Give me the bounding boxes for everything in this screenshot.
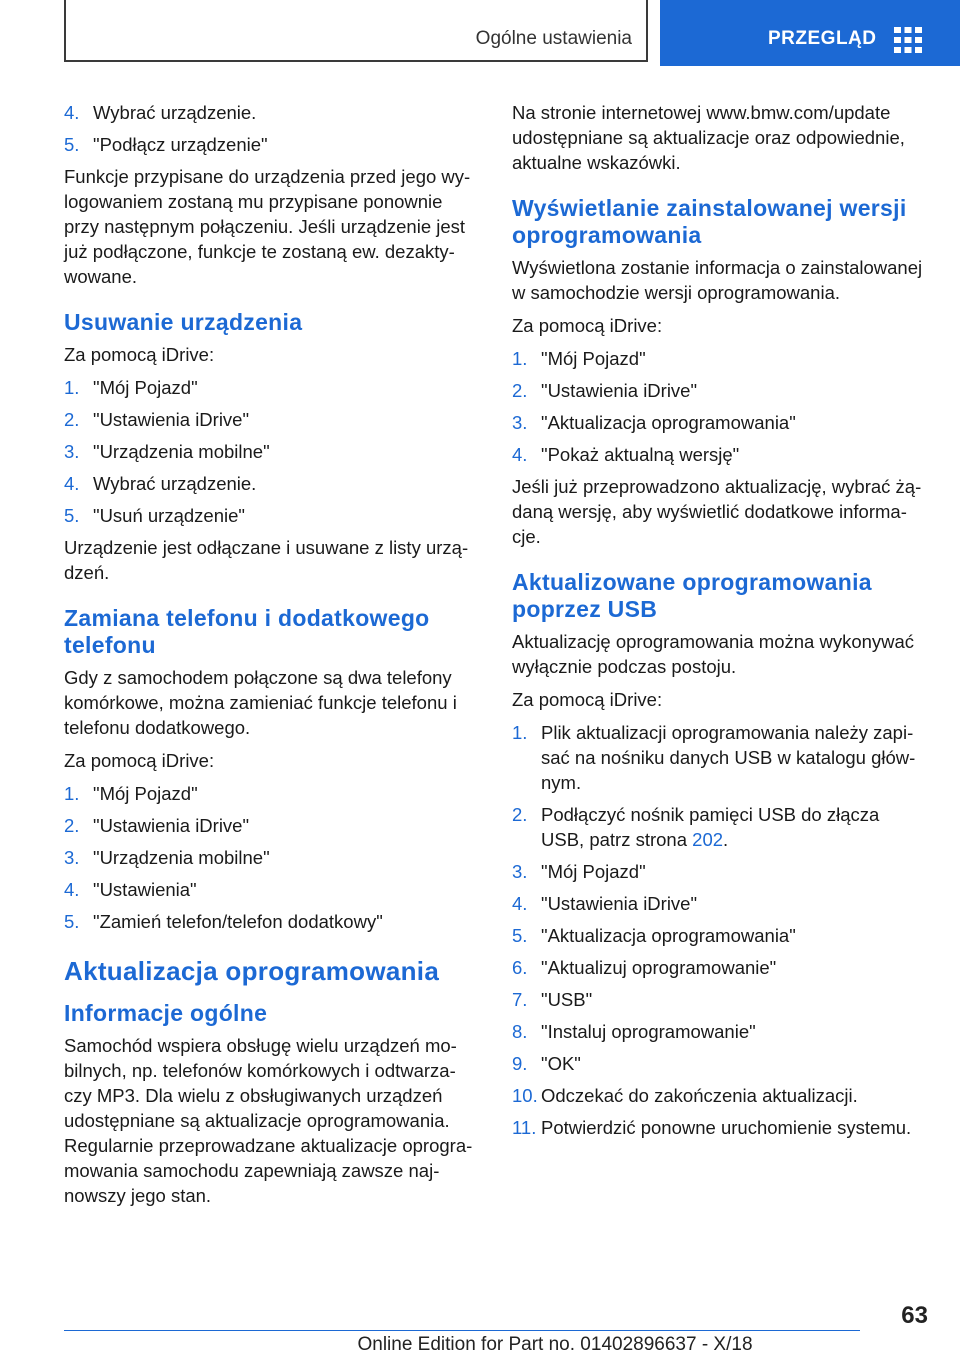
list-item: 4. "Ustawienia iDrive" — [512, 893, 698, 914]
overview-button[interactable] — [660, 0, 960, 66]
heading-swap-phone: Zamiana telefonu i dodatkowego telefonu — [64, 605, 430, 658]
list-item: 2. Podłączyć nośnik pamięci USB do złącza USB, patrz strona 202. — [512, 804, 880, 850]
section-tab[interactable] — [64, 0, 648, 62]
paragraph: Za pomocą iDrive: — [512, 315, 663, 336]
list-item: 3. "Mój Pojazd" — [512, 861, 646, 882]
usb-steps — [512, 720, 924, 1140]
heading-remove-device: Usuwanie urządzenia — [64, 309, 303, 335]
list-item: 5. "Usuń urządzenie" — [64, 505, 245, 526]
list-item: 10. Odczekać do zakończenia aktualizacji. — [512, 1085, 858, 1106]
grid-icon — [894, 27, 922, 53]
list-item: 4. "Pokaż aktualną wersję" — [512, 444, 740, 465]
list-item: 6. "Aktualizuj oprogramowanie" — [512, 957, 777, 978]
page-header — [0, 0, 960, 66]
list-item: 2. "Ustawienia iDrive" — [64, 815, 250, 836]
paragraph: Urządzenie jest odłączane i usuwane z listy urządzeń. — [64, 537, 469, 583]
list-item: 2. "Ustawienia iDrive" — [512, 380, 698, 401]
list-item: 4. Wybrać urządzenie. — [64, 102, 257, 123]
footer — [0, 1334, 960, 1356]
paragraph: Za pomocą iDrive: — [64, 750, 215, 771]
edition-text: Online Edition for Part no. 01402896637 - X/18 — [357, 1334, 753, 1355]
footer-divider — [64, 1330, 860, 1331]
heading-software-update: Aktualizacja oprogramowania — [64, 956, 440, 986]
paragraph: Wyświetlona zostanie informacja o zainstalowanej w samochodzie wersji oprogramowania. — [512, 257, 923, 303]
paragraph: Jeśli już przeprowadzono aktualizację, wybrać żądaną wersję, aby wyświetlić dodatkowe informacje. — [512, 476, 922, 547]
list-item: 3. "Urządzenia mobilne" — [64, 441, 270, 462]
section-title: Ogólne ustawienia — [475, 28, 632, 49]
left-column — [64, 100, 476, 1216]
list-item: 9. "OK" — [512, 1053, 581, 1074]
paragraph: Za pomocą iDrive: — [64, 344, 215, 365]
page-link[interactable]: 202 — [692, 829, 724, 850]
paragraph: Funkcje przypisane do urządzenia przed jego wylogowaniem zostaną mu przypisane ponownie przy następnym połączeniu. Jeśli urządzenie jest już podłączone, funkcje te zostaną ew. dezaktywowane. — [64, 166, 471, 287]
list-item: 1. "Mój Pojazd" — [64, 377, 198, 398]
swap-steps — [64, 781, 476, 934]
list-item: 1. Plik aktualizacji oprogramowania należy zapisać na nośniku danych USB w katalogu głównym. — [512, 722, 916, 793]
overview-label: PRZEGLĄD — [768, 28, 877, 49]
paragraph: Aktualizację oprogramowania można wykonywać wyłącznie podczas postoju. — [512, 631, 915, 677]
list-item: 7. "USB" — [512, 989, 593, 1010]
version-steps — [512, 346, 924, 467]
heading-general-info: Informacje ogólne — [64, 1000, 268, 1026]
paragraph: Samochód wspiera obsługę wielu urządzeń mobilnych, np. telefonów komórkowych i odtwarzaczy MP3. Dla wielu z obsługiwanych urządzeń udostępniane są aktualizacje oprogramowania. Regularnie przeprowadzane aktualizacje oprogramowania samochodu zapewniają zawsze najnowszy jego stan. — [64, 1035, 473, 1206]
heading-display-version: Wyświetlanie zainstalowanej wersji oprogramowania — [512, 195, 907, 248]
connect-steps — [64, 100, 476, 157]
list-item: 2. "Ustawienia iDrive" — [64, 409, 250, 430]
list-item: 3. "Urządzenia mobilne" — [64, 847, 270, 868]
list-item: 1. "Mój Pojazd" — [512, 348, 646, 369]
right-column — [512, 100, 924, 1147]
list-item: 4. Wybrać urządzenie. — [64, 473, 257, 494]
heading-usb-update: Aktualizowane oprogramowania poprzez USB — [512, 569, 872, 622]
list-item: 5. "Podłącz urządzenie" — [64, 134, 268, 155]
list-item: 5. "Aktualizacja oprogramowania" — [512, 925, 796, 946]
list-item: 8. "Instaluj oprogramowanie" — [512, 1021, 756, 1042]
remove-steps — [64, 375, 476, 528]
paragraph: Gdy z samochodem połączone są dwa telefony komórkowe, można zamieniać funkcje telefonu i telefonu dodatkowego. — [64, 667, 457, 738]
paragraph: Na stronie internetowej www.bmw.com/update udostępniane są aktualizacje oraz odpowiednie, aktualne wskazówki. — [512, 102, 905, 173]
page-number: 63 — [901, 1302, 928, 1329]
list-item: 11. Potwierdzić ponowne uruchomienie systemu. — [512, 1117, 912, 1138]
list-item: 5. "Zamień telefon/telefon dodatkowy" — [64, 911, 383, 932]
list-item: 4. "Ustawienia" — [64, 879, 197, 900]
list-item: 1. "Mój Pojazd" — [64, 783, 198, 804]
paragraph: Za pomocą iDrive: — [512, 689, 663, 710]
list-item: 3. "Aktualizacja oprogramowania" — [512, 412, 796, 433]
